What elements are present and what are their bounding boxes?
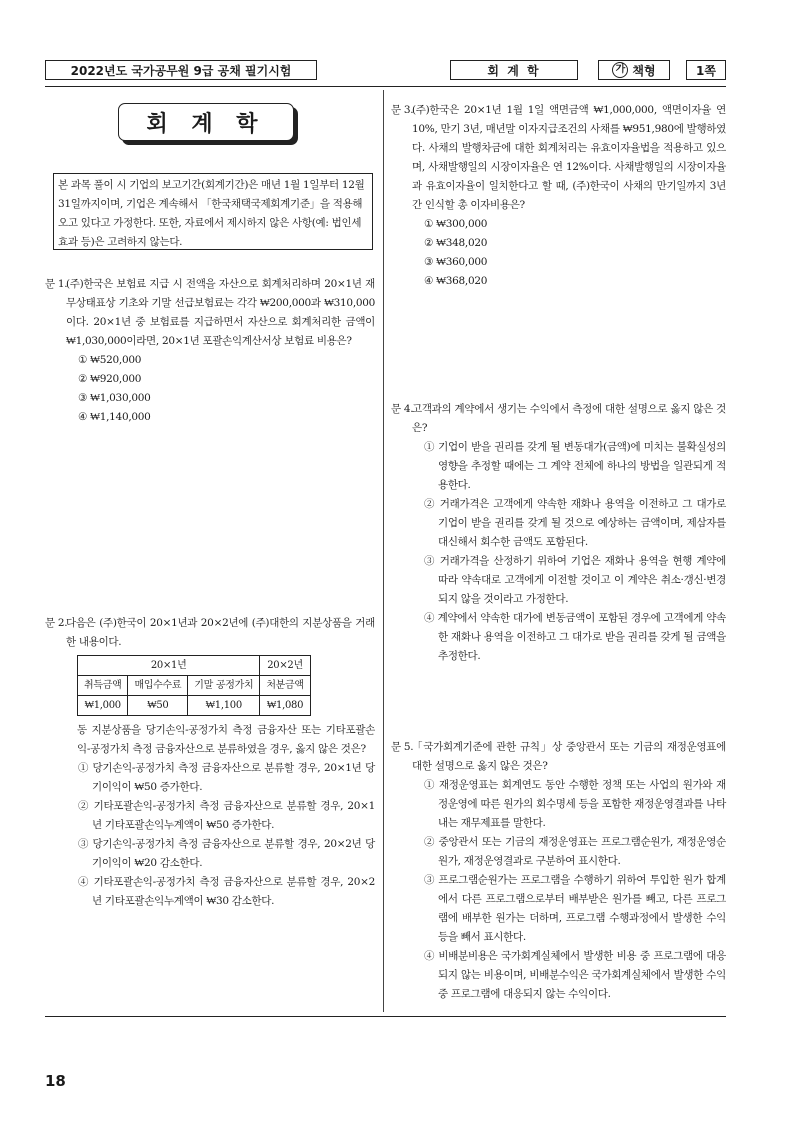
- question-stem: (주)한국은 20×1년 1월 1일 액면금액 ₩1,000,000, 액면이자율 연 10%, 만기 3년, 매년말 이자지급조건의 사채를 ₩951,980에 발행하였다. 사채의 발행차금에 대한 회계처리는 유효이자율법을 적용하고 있으며, 사채발행일의 시장이자율은 연 12%이다. 사채발행일의 시장이자율과 유효이자율이 일치한다고 할 때, (주)한국이 사채의 만기일까지 3년간 인식할 총 이자비용은?: [412, 104, 726, 211]
- page-number: 18: [45, 1072, 66, 1090]
- subject-title: 회 계 학: [118, 103, 294, 141]
- header-subject: 회 계 학: [450, 60, 578, 80]
- table-header: 취득금액: [78, 676, 128, 696]
- question-number: 문 4.: [391, 403, 414, 415]
- transaction-table: [77, 655, 311, 716]
- option-4: ④ ₩368,020: [424, 275, 488, 287]
- question-1: [45, 275, 375, 427]
- question-number: 문 2.: [45, 617, 68, 629]
- table-header: 처분금액: [260, 676, 310, 696]
- option-2: ② ₩348,020: [424, 237, 488, 249]
- option-3: ③ 프로그램순원가는 프로그램을 수행하기 위하여 투입한 원가 합계에서 다른 프로그램으로부터 배부받은 원가를 빼고, 다른 프로그램에 배부한 원가는 더하며, 프로그램 수행과정에서 발생한 수익 등을 빼서 표시한다.: [424, 874, 726, 943]
- option-4: ④ ₩1,140,000: [78, 411, 151, 423]
- page-label: 1쪽: [686, 60, 726, 80]
- question-5: [391, 738, 726, 1004]
- option-1: ① 당기손익-공정가치 측정 금융자산으로 분류할 경우, 20×1년 당기이익이 ₩50 증가한다.: [78, 762, 375, 793]
- table-cell: ₩1,100: [188, 696, 260, 716]
- question-stem: 고객과의 계약에서 생기는 수익에서 측정에 대한 설명으로 옳지 않은 것은?: [412, 403, 726, 434]
- table-group-header: 20×2년: [260, 656, 310, 676]
- option-3: ③ 거래가격을 산정하기 위하여 기업은 재화나 용역을 현행 계약에 따라 약속대로 고객에게 이전할 것이고 이 계약은 취소·갱신·변경 되지 않을 것이라고 가정한다.: [424, 555, 726, 605]
- option-1: ① 기업이 받을 권리를 갖게 될 변동대가(금액)에 미치는 불확실성의 영향을 추정할 때에는 그 계약 전체에 하나의 방법을 일관되게 적용한다.: [424, 441, 726, 491]
- table-cell: ₩1,000: [78, 696, 128, 716]
- exam-title: 2022년도 국가공무원 9급 공채 필기시험: [45, 60, 317, 80]
- notice-box: 본 과목 풀이 시 기업의 보고기간(회계기간)은 매년 1월 1일부터 12월 31일까지이며, 기업은 계속해서 「한국채택국제회계기준」을 적용해 오고 있다고 가정한다. 또한, 자료에서 제시하지 않은 사항(예: 법인세 효과 등)은 고려하지 않는다.: [53, 173, 373, 250]
- footer-divider: [45, 1016, 726, 1017]
- option-1: ① ₩300,000: [424, 218, 488, 230]
- question-stem: 「국가회계기준에 관한 규칙」상 중앙관서 또는 기금의 재정운영표에 대한 설명으로 옳지 않은 것은?: [412, 741, 726, 772]
- question-2: [45, 614, 375, 911]
- option-4: ④ 계약에서 약속한 대가에 변동금액이 포함된 경우에 고객에게 약속한 재화나 용역을 이전하고 그 대가로 받을 권리를 갖게 될 금액을 추정한다.: [424, 612, 726, 662]
- option-3: ③ 당기손익-공정가치 측정 금융자산으로 분류할 경우, 20×2년 당기이익이 ₩20 감소한다.: [78, 838, 375, 869]
- option-2: ② 기타포괄손익-공정가치 측정 금융자산으로 분류할 경우, 20×1년 기타포괄손익누계액이 ₩50 증가한다.: [78, 800, 375, 831]
- question-number: 문 5.: [391, 741, 414, 753]
- option-1: ① 재정운영표는 회계연도 동안 수행한 정책 또는 사업의 원가와 재정운영에 따른 원가의 회수명세 등을 포함한 재정운영결과를 나타내는 재무제표를 말한다.: [424, 779, 726, 829]
- table-cell: ₩50: [128, 696, 188, 716]
- question-stem: (주)한국은 보험료 지급 시 전액을 자산으로 회계처리하며 20×1년 재무상태표상 기초와 기말 선급보험료는 각각 ₩200,000과 ₩310,000이다. 20×1년 중 보험료를 지급하면서 자산으로 회계처리한 금액이 ₩1,030,000이라면, 20×1년 포괄손익계산서상 보험료 비용은?: [66, 278, 375, 347]
- table-header: 기말 공정가치: [188, 676, 260, 696]
- booklet-type: [598, 60, 670, 80]
- booklet-type-mark: 가: [612, 62, 628, 78]
- question-number: 문 1.: [45, 278, 68, 290]
- option-2: ② 중앙관서 또는 기금의 재정운영표는 프로그램순원가, 재정운영순원가, 재정운영결과로 구분하여 표시한다.: [424, 836, 726, 867]
- option-4: ④ 비배분비용은 국가회계실체에서 발생한 비용 중 프로그램에 대응되지 않는 비용이며, 비배분수익은 국가회계실체에서 발생한 수익 중 프로그램에 대응되지 않는 수익이다.: [424, 950, 726, 1000]
- header-divider: [45, 86, 726, 87]
- option-3: ③ ₩360,000: [424, 256, 488, 268]
- option-4: ④ 기타포괄손익-공정가치 측정 금융자산으로 분류할 경우, 20×2년 기타포괄손익누계액이 ₩30 감소한다.: [78, 876, 375, 907]
- question-stem-continued: 동 지분상품을 당기손익-공정가치 측정 금융자산 또는 기타포괄손익-공정가치 측정 금융자산으로 분류하였을 경우, 옳지 않은 것은?: [77, 724, 375, 755]
- table-group-header: 20×1년: [78, 656, 260, 676]
- column-divider: [383, 90, 384, 1012]
- option-2: ② ₩920,000: [78, 373, 142, 385]
- question-3: [391, 101, 726, 291]
- table-header: 매입수수료: [128, 676, 188, 696]
- option-3: ③ ₩1,030,000: [78, 392, 151, 404]
- question-stem: 다음은 (주)한국이 20×1년과 20×2년에 (주)대한의 지분상품을 거래한 내용이다.: [66, 617, 375, 648]
- option-1: ① ₩520,000: [78, 354, 142, 366]
- option-2: ② 거래가격은 고객에게 약속한 재화나 용역을 이전하고 그 대가로 기업이 받을 권리를 갖게 될 것으로 예상하는 금액이며, 제삼자를 대신해서 회수한 금액도 포함된다.: [424, 498, 726, 548]
- booklet-type-label: 책형: [632, 63, 656, 78]
- table-cell: ₩1,080: [260, 696, 310, 716]
- question-4: [391, 400, 726, 666]
- question-number: 문 3.: [391, 104, 414, 116]
